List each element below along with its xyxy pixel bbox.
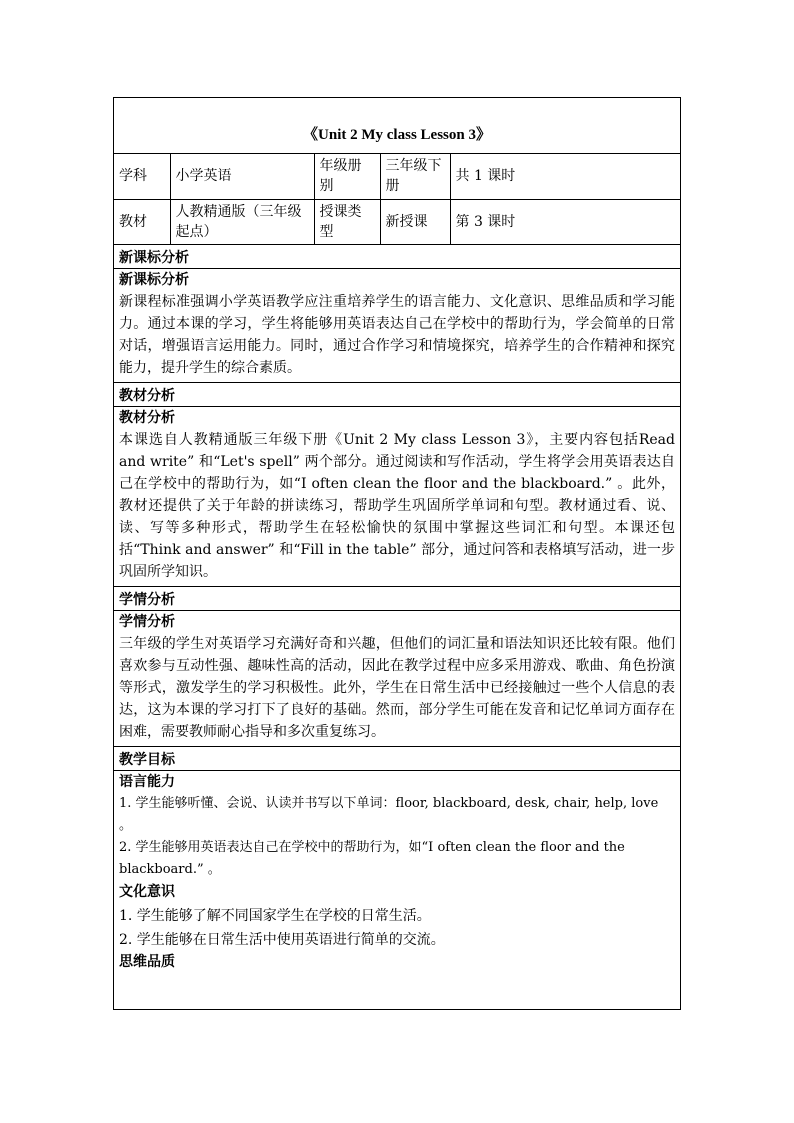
section-body-students — [114, 611, 680, 747]
value-grade: 三年级下册 — [380, 154, 450, 199]
subheading-students: 学情分析 — [119, 613, 175, 630]
subheading-culture: 文化意识 — [119, 883, 175, 900]
section-heading-students: 学情分析 — [114, 587, 680, 611]
subheading-language: 语言能力 — [119, 773, 175, 790]
info-row-subject — [114, 154, 680, 199]
label-lesson-type: 授课类型 — [314, 199, 380, 244]
subheading-thinking: 思维品质 — [119, 953, 175, 970]
section-body-curriculum — [114, 269, 680, 383]
goal-culture-2: 2. 学生能够在日常生活中使用英语进行简单的交流。 — [119, 931, 445, 948]
info-table — [114, 154, 680, 245]
label-textbook: 教材 — [114, 199, 170, 244]
section-body-textbook — [114, 407, 680, 587]
label-subject: 学科 — [114, 154, 170, 199]
value-lesson-number: 第 3 课时 — [450, 199, 680, 244]
value-subject: 小学英语 — [170, 154, 314, 199]
goal-language-2: 2. 学生能够用英语表达自己在学校中的帮助行为，如“I often clean the floor and the blackboard.” 。 — [119, 839, 625, 877]
section-heading-curriculum: 新课标分析 — [114, 245, 680, 269]
value-lesson-type: 新授课 — [380, 199, 450, 244]
info-row-textbook — [114, 199, 680, 244]
value-textbook: 人教精通版（三年级起点） — [170, 199, 314, 244]
goal-culture-1: 1. 学生能够了解不同国家学生在学校的日常生活。 — [119, 907, 431, 924]
lesson-plan-page — [113, 97, 681, 1010]
paragraph-students: 三年级的学生对英语学习充满好奇和兴趣，但他们的词汇量和语法知识还比较有限。他们喜欢参与互动性强、趣味性高的活动，因此在教学过程中应多采用游戏、歌曲、角色扮演等形式，激发学生的学习积极性。此外，学生在日常生活中已经接触过一些个人信息的表达，这为本课的学习打下了良好的基础。然而，部分学生可能在发音和记忆单词方面存在困难，需要教师耐心指导和多次重复练习。 — [119, 635, 675, 740]
subheading-curriculum: 新课标分析 — [119, 271, 189, 288]
section-body-goals — [114, 771, 680, 976]
paragraph-curriculum: 新课程标准强调小学英语教学应注重培养学生的语言能力、文化意识、思维品质和学习能力。通过本课的学习，学生将能够用英语表达自己在学校中的帮助行为，学会简单的日常对话，增强语言运用能力。同时，通过合作学习和情境探究，培养学生的合作精神和探究能力，提升学生的综合素质。 — [119, 293, 675, 376]
subheading-textbook: 教材分析 — [119, 409, 175, 426]
section-heading-goals: 教学目标 — [114, 747, 680, 771]
goal-language-1: 1. 学生能够听懂、会说、认读并书写以下单词：floor, blackboard, desk, chair, help, love 。 — [119, 795, 659, 833]
paragraph-textbook: 本课选自人教精通版三年级下册《Unit 2 My class Lesson 3》，主要内容包括Read and write” 和“Let's spell” 两个部分。通过阅读和写作活动，学生将学会用英语表达自己在学校中的帮助行为，如“I often clean the floor and the blackboard.” 。此外，教材还提供了关于年龄的拼读练习，帮助学生巩固所学单词和句型。教材通过看、说、读、写等多种形式，帮助学生在轻松愉快的氛围中掌握这些词汇和句型。本课还包括“Think and answer” 和“Fill in the table” 部分，通过问答和表格填写活动，进一步巩固所学知识。 — [119, 431, 675, 580]
label-grade: 年级册别 — [314, 154, 380, 199]
page-title: 《Unit 2 My class Lesson 3》 — [114, 98, 680, 154]
section-heading-textbook: 教材分析 — [114, 383, 680, 407]
value-total-hours: 共 1 课时 — [450, 154, 680, 199]
